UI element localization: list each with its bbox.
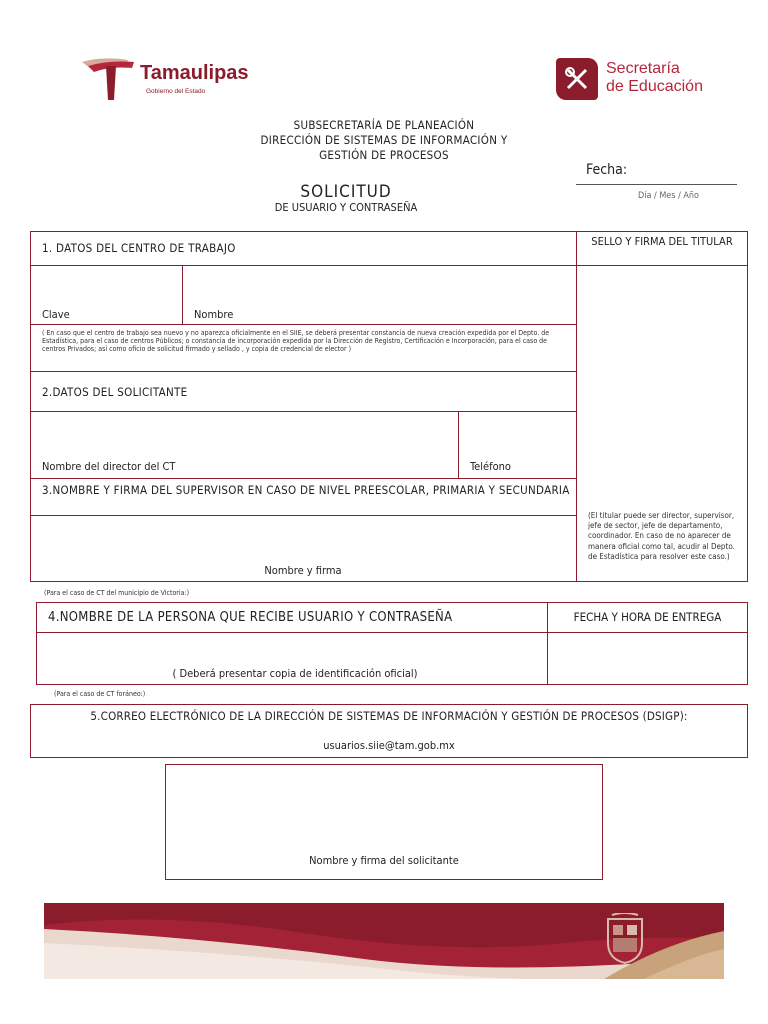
- sello-divider: [576, 231, 577, 582]
- supervisor-firma-label: Nombre y firma: [264, 564, 342, 577]
- clave-label: Clave: [42, 308, 70, 321]
- header-line1: SUBSECRETARÍA DE PLANEACIÓN: [293, 118, 475, 132]
- fecha-hora-label: FECHA Y HORA DE ENTREGA: [573, 610, 722, 624]
- section4-header-line: [36, 632, 748, 633]
- row-line-6: [30, 515, 576, 516]
- section2-title: 2.DATOS DEL SOLICITANTE: [42, 385, 188, 399]
- clave-divider: [182, 265, 183, 324]
- fecha-line[interactable]: [576, 184, 737, 185]
- sello-header-line: [576, 265, 748, 266]
- telefono-label: Teléfono: [470, 460, 511, 473]
- secretaria-logo: [556, 56, 726, 104]
- fecha-label: Fecha:: [586, 162, 628, 178]
- nombre-label: Nombre: [194, 308, 234, 321]
- tamaulipas-name: Tamaulipas: [140, 62, 249, 84]
- nombre-field[interactable]: [184, 266, 574, 306]
- receptor-field[interactable]: [38, 634, 546, 666]
- row-line-2: [30, 324, 576, 325]
- sello-note: (El titular puede ser director, supervisor, jefe de sector, jefe de departamento, coordinador. En caso de no aparecer de manera oficial como tal, acudir al Depto. de Estadística para resolver este caso.): [588, 511, 735, 561]
- section1-note: ( En caso que el centro de trabajo sea nuevo y no aparezca oficialmente en el SIIE, se deberá presentar constancia de nueva creación expedida por el Depto. de Estadística, para el caso de centros Públicos; o constancia de incorporación expedida por la Dirección de Registro, Certificación e Incorporación, para el caso de centros Privados; así como oficio de solicitud firmado y sellado , y copia de credencial de elector ): [42, 329, 550, 353]
- telefono-field[interactable]: [460, 412, 574, 457]
- section5-title: 5.CORREO ELECTRÓNICO DE LA DIRECCIÓN DE SISTEMAS DE INFORMACIÓN Y GESTIÓN DE PROCESOS (DSIGP):: [90, 709, 688, 723]
- tamaulipas-emblem-icon: [80, 56, 136, 102]
- state-coat-of-arms-icon: [604, 913, 646, 965]
- secretaria-line2: de Educación: [606, 78, 703, 95]
- footer-banner: [44, 903, 724, 979]
- telefono-divider: [458, 411, 459, 478]
- note-victoria: (Para el caso de CT del municipio de Victoria:): [44, 589, 190, 597]
- tamaulipas-logo: [80, 56, 260, 104]
- director-field[interactable]: [31, 412, 457, 457]
- form-title: SOLICITUD: [300, 182, 392, 202]
- clave-field[interactable]: [31, 266, 181, 306]
- id-note: ( Deberá presentar copia de identificación oficial): [172, 667, 418, 680]
- form-subtitle: DE USUARIO Y CONTRASEÑA: [274, 201, 418, 214]
- header-line3: GESTIÓN DE PROCESOS: [319, 148, 449, 162]
- note-foraneo: (Para el caso de CT foráneo:): [54, 690, 146, 698]
- supervisor-field[interactable]: [31, 517, 575, 563]
- secretaria-line1: Secretaría: [606, 60, 680, 77]
- section1-title: 1. DATOS DEL CENTRO DE TRABAJO: [42, 241, 236, 255]
- director-label: Nombre del director del CT: [42, 460, 176, 473]
- fecha-hora-field[interactable]: [549, 634, 746, 684]
- sello-field[interactable]: [578, 267, 746, 505]
- row-line-3: [30, 371, 576, 372]
- tamaulipas-sub: Gobierno del Estado: [146, 88, 206, 95]
- fecha-hint: Día / Mes / Año: [638, 191, 700, 201]
- education-tools-icon: [556, 58, 598, 100]
- header-line2: DIRECCIÓN DE SISTEMAS DE INFORMACIÓN Y: [260, 133, 508, 147]
- section4-title: 4.NOMBRE DE LA PERSONA QUE RECIBE USUARIO Y CONTRASEÑA: [48, 610, 453, 625]
- row-line-5: [30, 478, 576, 479]
- solicitante-firma-field[interactable]: [167, 766, 601, 848]
- solicitante-firma-label: Nombre y firma del solicitante: [309, 854, 459, 867]
- sello-title: SELLO Y FIRMA DEL TITULAR: [591, 235, 733, 248]
- section3-title: 3.NOMBRE Y FIRMA DEL SUPERVISOR EN CASO DE NIVEL PREESCOLAR, PRIMARIA Y SECUNDARIA: [42, 483, 570, 497]
- section5-email[interactable]: usuarios.siie@tam.gob.mx: [323, 739, 455, 752]
